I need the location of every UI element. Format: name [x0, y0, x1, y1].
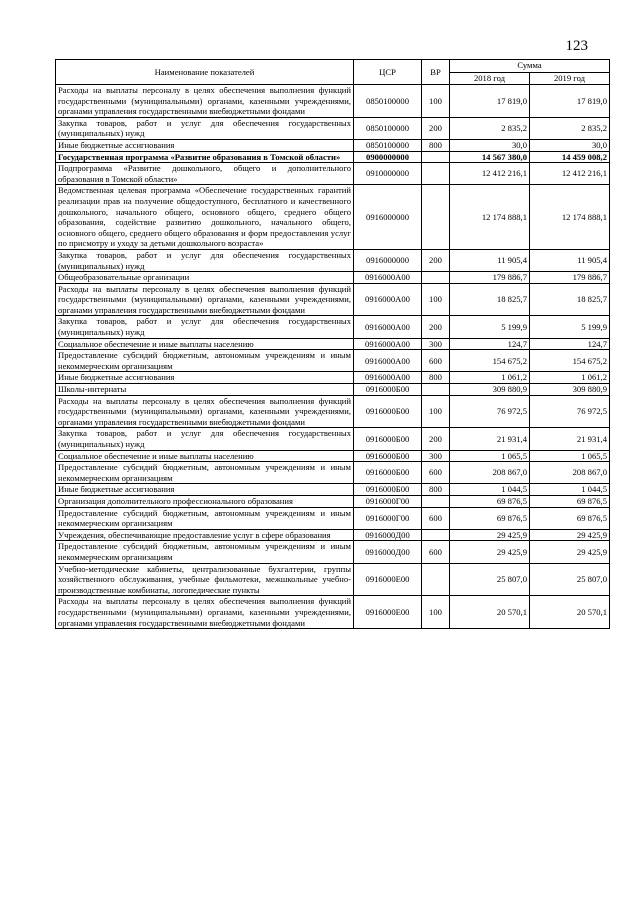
- row-name: Учреждения, обеспечивающие предоставление услуг в сфере образования: [56, 529, 354, 541]
- row-name: Государственная программа «Развитие образования в Томской области»: [56, 151, 354, 163]
- row-name: Ведомственная целевая программа «Обеспечение государственных гарантий реализации прав на получение общедоступного, бесплатного и качественного дошкольного, начального общего, основного общего, среднего общего образования, содействие развитию дошкольного, начального общего, основного общего, среднего общего образования и форм предоставления услуг по присмотру и уходу за детьми дошкольного возраста»: [56, 185, 354, 250]
- row-sum-2018: 14 567 380,0: [450, 151, 530, 163]
- row-name: Социальное обеспечение и иные выплаты населению: [56, 450, 354, 462]
- table-row: [56, 384, 610, 396]
- row-sum-2018: 124,7: [450, 338, 530, 350]
- row-sum-2019: 69 876,5: [530, 507, 610, 529]
- row-csr: 0916000А00: [354, 338, 422, 350]
- row-csr: 0916000000: [354, 249, 422, 271]
- row-csr: 0916000Б00: [354, 395, 422, 428]
- row-name: Предоставление субсидий бюджетным, автономным учреждениям и иным некоммерческим организациям: [56, 462, 354, 484]
- row-sum-2019: 18 825,7: [530, 283, 610, 316]
- row-vr: 600: [422, 350, 450, 372]
- table-row: [56, 163, 610, 185]
- row-sum-2018: 154 675,2: [450, 350, 530, 372]
- row-csr: 0916000А00: [354, 283, 422, 316]
- table-row: [56, 372, 610, 384]
- row-vr: 600: [422, 507, 450, 529]
- row-sum-2018: 11 905,4: [450, 249, 530, 271]
- row-vr: 100: [422, 85, 450, 118]
- row-sum-2019: 29 425,9: [530, 529, 610, 541]
- row-sum-2019: 154 675,2: [530, 350, 610, 372]
- table-row: [56, 529, 610, 541]
- row-vr: 200: [422, 117, 450, 139]
- row-vr: 300: [422, 450, 450, 462]
- row-vr: 100: [422, 395, 450, 428]
- row-sum-2019: 20 570,1: [530, 596, 610, 629]
- row-vr: [422, 185, 450, 250]
- header-vr: ВР: [422, 60, 450, 85]
- row-name: Расходы на выплаты персоналу в целях обеспечения выполнения функций государственными (муниципальными) органами, казенными учреждениями, органами управления государственными внебюджетными фондами: [56, 85, 354, 118]
- row-csr: 0850100000: [354, 139, 422, 151]
- page-number: 123: [565, 38, 588, 54]
- row-vr: [422, 384, 450, 396]
- row-sum-2018: 12 412 216,1: [450, 163, 530, 185]
- row-vr: 800: [422, 484, 450, 496]
- row-csr: 0916000Б00: [354, 428, 422, 450]
- row-sum-2018: 20 570,1: [450, 596, 530, 629]
- row-sum-2018: 18 825,7: [450, 283, 530, 316]
- row-name: Учебно-методические кабинеты, централизованные бухгалтерии, группы хозяйственного обслуживания, учебные фильмотеки, межшкольные учебно-производственные комбинаты, логопедические пункты: [56, 563, 354, 596]
- row-sum-2018: 21 931,4: [450, 428, 530, 450]
- header-year-2018: 2018 год: [450, 72, 530, 85]
- row-sum-2019: 29 425,9: [530, 541, 610, 563]
- table-row: [56, 350, 610, 372]
- row-vr: 200: [422, 428, 450, 450]
- row-name: Предоставление субсидий бюджетным, автономным учреждениям и иным некоммерческим организациям: [56, 541, 354, 563]
- row-sum-2018: 2 835,2: [450, 117, 530, 139]
- row-sum-2019: 76 972,5: [530, 395, 610, 428]
- row-name: Расходы на выплаты персоналу в целях обеспечения выполнения функций государственными (муниципальными) органами, казенными учреждениями, органами управления государственными внебюджетными фондами: [56, 283, 354, 316]
- row-name: Школы-интернаты: [56, 384, 354, 396]
- header-name: Наименование показателей: [56, 60, 354, 85]
- row-name: Расходы на выплаты персоналу в целях обеспечения выполнения функций государственными (муниципальными) органами, казенными учреждениями, органами управления государственными внебюджетными фондами: [56, 596, 354, 629]
- row-sum-2019: 309 880,9: [530, 384, 610, 396]
- table-row: [56, 272, 610, 284]
- row-sum-2019: 124,7: [530, 338, 610, 350]
- table-row: [56, 462, 610, 484]
- row-csr: 0916000Е00: [354, 563, 422, 596]
- row-sum-2018: 1 044,5: [450, 484, 530, 496]
- row-name: Предоставление субсидий бюджетным, автономным учреждениям и иным некоммерческим организациям: [56, 350, 354, 372]
- row-csr: 0916000Б00: [354, 484, 422, 496]
- table-row: [56, 484, 610, 496]
- table-row: [56, 139, 610, 151]
- table-row: [56, 283, 610, 316]
- row-csr: 0916000Б00: [354, 384, 422, 396]
- row-vr: [422, 163, 450, 185]
- row-sum-2018: 1 061,2: [450, 372, 530, 384]
- row-sum-2019: 208 867,0: [530, 462, 610, 484]
- row-name: Расходы на выплаты персоналу в целях обеспечения выполнения функций государственными (муниципальными) органами, казенными учреждениями, органами управления государственными внебюджетными фондами: [56, 395, 354, 428]
- row-sum-2018: 25 807,0: [450, 563, 530, 596]
- row-csr: 0916000Д00: [354, 529, 422, 541]
- row-sum-2018: 69 876,5: [450, 495, 530, 507]
- row-name: Закупка товаров, работ и услуг для обеспечения государственных (муниципальных) нужд: [56, 428, 354, 450]
- header-csr: ЦСР: [354, 60, 422, 85]
- row-sum-2019: 21 931,4: [530, 428, 610, 450]
- row-name: Предоставление субсидий бюджетным, автономным учреждениям и иным некоммерческим организациям: [56, 507, 354, 529]
- row-sum-2018: 30,0: [450, 139, 530, 151]
- row-vr: 300: [422, 338, 450, 350]
- row-sum-2019: 1 044,5: [530, 484, 610, 496]
- table-row: [56, 596, 610, 629]
- row-name: Общеобразовательные организации: [56, 272, 354, 284]
- budget-table: [55, 59, 610, 629]
- row-csr: 0916000Д00: [354, 541, 422, 563]
- row-vr: 100: [422, 596, 450, 629]
- table-body: [56, 85, 610, 629]
- row-vr: 200: [422, 316, 450, 338]
- row-sum-2018: 17 819,0: [450, 85, 530, 118]
- row-sum-2018: 5 199,9: [450, 316, 530, 338]
- row-sum-2018: 69 876,5: [450, 507, 530, 529]
- row-vr: 600: [422, 541, 450, 563]
- table-row: [56, 395, 610, 428]
- row-name: Закупка товаров, работ и услуг для обеспечения государственных (муниципальных) нужд: [56, 316, 354, 338]
- row-sum-2018: 208 867,0: [450, 462, 530, 484]
- table-row: [56, 541, 610, 563]
- header-sum: Сумма: [450, 60, 610, 73]
- row-csr: 0916000А00: [354, 372, 422, 384]
- row-name: Социальное обеспечение и иные выплаты населению: [56, 338, 354, 350]
- row-sum-2018: 12 174 888,1: [450, 185, 530, 250]
- row-csr: 0916000Е00: [354, 596, 422, 629]
- table-row: [56, 151, 610, 163]
- row-csr: 0916000А00: [354, 350, 422, 372]
- row-sum-2018: 29 425,9: [450, 529, 530, 541]
- row-sum-2019: 1 065,5: [530, 450, 610, 462]
- row-name: Организация дополнительного профессионального образования: [56, 495, 354, 507]
- table-row: [56, 85, 610, 118]
- row-csr: 0850100000: [354, 85, 422, 118]
- row-name: Иные бюджетные ассигнования: [56, 484, 354, 496]
- row-csr: 0900000000: [354, 151, 422, 163]
- row-sum-2018: 1 065,5: [450, 450, 530, 462]
- row-vr: 100: [422, 283, 450, 316]
- table-row: [56, 249, 610, 271]
- row-name: Иные бюджетные ассигнования: [56, 372, 354, 384]
- table-row: [56, 428, 610, 450]
- row-sum-2019: 25 807,0: [530, 563, 610, 596]
- row-sum-2019: 179 886,7: [530, 272, 610, 284]
- row-name: Закупка товаров, работ и услуг для обеспечения государственных (муниципальных) нужд: [56, 249, 354, 271]
- row-vr: 600: [422, 462, 450, 484]
- row-vr: [422, 529, 450, 541]
- row-csr: 0916000000: [354, 185, 422, 250]
- row-sum-2018: 179 886,7: [450, 272, 530, 284]
- row-vr: [422, 495, 450, 507]
- row-sum-2019: 11 905,4: [530, 249, 610, 271]
- row-sum-2019: 14 459 008,2: [530, 151, 610, 163]
- row-csr: 0916000А00: [354, 316, 422, 338]
- table-row: [56, 316, 610, 338]
- row-name: Закупка товаров, работ и услуг для обеспечения государственных (муниципальных) нужд: [56, 117, 354, 139]
- row-csr: 0916000Г00: [354, 507, 422, 529]
- row-vr: [422, 563, 450, 596]
- row-vr: 800: [422, 372, 450, 384]
- table-row: [56, 563, 610, 596]
- table-row: [56, 450, 610, 462]
- row-vr: 200: [422, 249, 450, 271]
- row-sum-2019: 2 835,2: [530, 117, 610, 139]
- table-row: [56, 507, 610, 529]
- table-row: [56, 117, 610, 139]
- row-sum-2018: 309 880,9: [450, 384, 530, 396]
- row-sum-2019: 12 412 216,1: [530, 163, 610, 185]
- row-csr: 0916000А00: [354, 272, 422, 284]
- table-row: [56, 338, 610, 350]
- row-csr: 0916000Б00: [354, 462, 422, 484]
- row-name: Иные бюджетные ассигнования: [56, 139, 354, 151]
- row-csr: 0916000Б00: [354, 450, 422, 462]
- row-csr: 0916000Г00: [354, 495, 422, 507]
- row-vr: [422, 272, 450, 284]
- row-vr: 800: [422, 139, 450, 151]
- row-sum-2018: 29 425,9: [450, 541, 530, 563]
- row-vr: [422, 151, 450, 163]
- row-sum-2019: 69 876,5: [530, 495, 610, 507]
- row-sum-2019: 30,0: [530, 139, 610, 151]
- row-csr: 0910000000: [354, 163, 422, 185]
- row-csr: 0850100000: [354, 117, 422, 139]
- header-year-2019: 2019 год: [530, 72, 610, 85]
- row-sum-2019: 5 199,9: [530, 316, 610, 338]
- row-sum-2019: 12 174 888,1: [530, 185, 610, 250]
- row-sum-2019: 1 061,2: [530, 372, 610, 384]
- row-name: Подпрограмма «Развитие дошкольного, общего и дополнительного образования в Томской области»: [56, 163, 354, 185]
- row-sum-2019: 17 819,0: [530, 85, 610, 118]
- row-sum-2018: 76 972,5: [450, 395, 530, 428]
- table-row: [56, 185, 610, 250]
- table-row: [56, 495, 610, 507]
